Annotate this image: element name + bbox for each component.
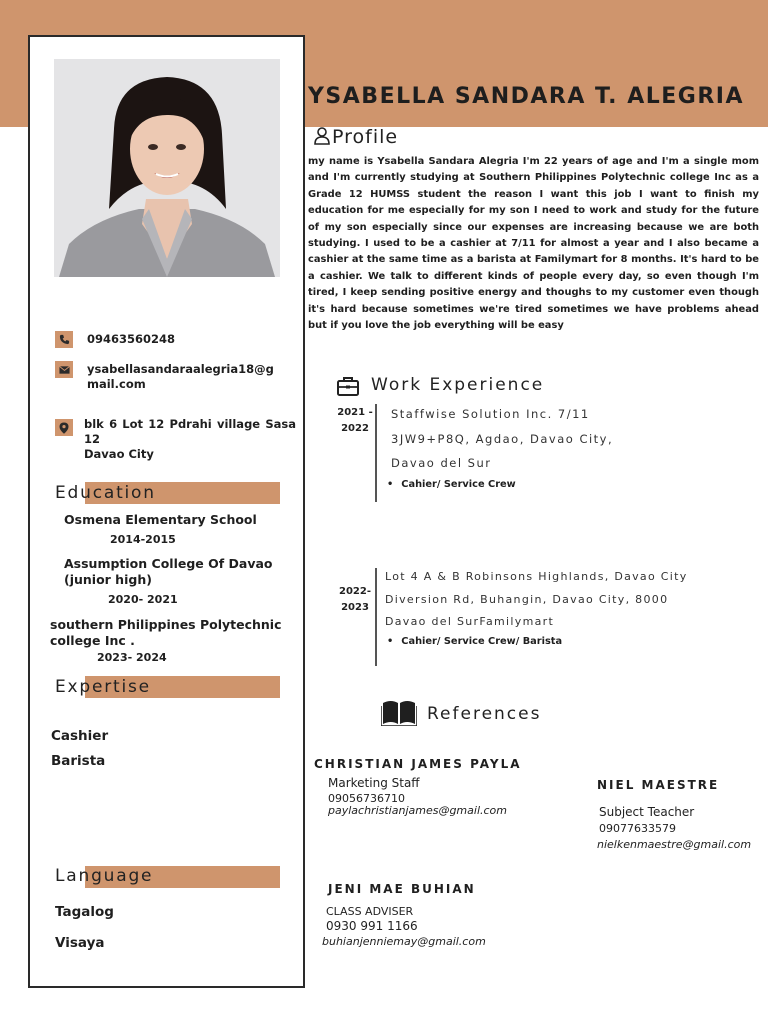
references-heading: References: [427, 704, 542, 724]
job-2-line: Davao del SurFamilymart: [385, 615, 555, 628]
expertise-item: Barista: [51, 753, 106, 769]
job-2-year-end: 2023: [341, 602, 369, 613]
person-icon: [314, 127, 330, 150]
reference-1-role: Marketing Staff: [328, 776, 420, 790]
job-1-years: [333, 405, 377, 437]
job-1-timeline-line: [375, 404, 377, 502]
education-school-2: [64, 556, 273, 588]
reference-2-role: Subject Teacher: [599, 805, 695, 819]
education-heading: Education: [55, 483, 156, 503]
job-1-line: Davao del Sur: [391, 456, 492, 470]
home-address: [84, 417, 296, 462]
email-line-2: mail.com: [87, 377, 146, 391]
education-school-2-line-2: (junior high): [64, 572, 152, 587]
expertise-heading: Expertise: [55, 677, 151, 697]
education-years-3: 2023- 2024: [97, 651, 167, 664]
profile-photo: [54, 59, 280, 277]
email-line-1: ysabellasandaraalegria18@g: [87, 362, 274, 376]
language-item: Tagalog: [55, 904, 114, 920]
job-1-year-end: 2022: [341, 423, 369, 434]
job-1-role: • Cahier/ Service Crew: [387, 479, 516, 490]
reference-3-role: CLASS ADVISER: [326, 905, 414, 918]
reference-3-name: JENI MAE BUHIAN: [328, 882, 476, 896]
job-2-years: [333, 584, 377, 616]
job-2-details: [385, 566, 688, 634]
education-school-1: Osmena Elementary School: [64, 512, 257, 527]
job-2-line: Lot 4 A & B Robinsons Highlands, Davao City: [385, 570, 688, 583]
education-years-1: 2014-2015: [110, 533, 176, 546]
briefcase-icon: [337, 376, 359, 400]
job-2-timeline-line: [375, 568, 377, 666]
reference-3-phone: 0930 991 1166: [326, 919, 418, 933]
email-address: [87, 362, 274, 392]
reference-2-email: nielkenmaestre@gmail.com: [597, 838, 752, 851]
reference-1-email: paylachristianjames@gmail.com: [328, 804, 507, 817]
education-years-2: 2020- 2021: [108, 593, 178, 606]
education-school-3: [50, 617, 282, 649]
work-experience-heading: Work Experience: [371, 375, 545, 395]
profile-heading-label: Profile: [332, 126, 399, 148]
job-2-year-start: 2022-: [339, 586, 371, 597]
location-pin-icon: [55, 419, 73, 436]
language-heading: Language: [55, 866, 154, 886]
job-1-line: Staffwise Solution Inc. 7/11: [391, 407, 590, 421]
full-name: YSABELLA SANDARA T. ALEGRIA: [308, 84, 744, 109]
job-1-details: [391, 402, 613, 476]
education-school-2-line-1: Assumption College Of Davao: [64, 556, 273, 571]
profile-heading: [314, 126, 398, 150]
job-1-year-start: 2021 -: [337, 407, 373, 418]
profile-description: my name is Ysabella Sandara Alegria I'm 22 years of age and I'm a single mom and I'm currently studying at Southern Philippines Polytechnic college Inc as a Grade 12 HUMSS student the reason I want this job I want to finish my education for me especially for my son I need to work and study for the future of my son especially since our expenses are increasing because we are both studying. I used to be a cashier at 7/11 for almost a year and I also became a cashier at the same time as a barista at Familymart for 8 months. It's hard to be a cashier. We talk to different kinds of people every day, so even though I'm tired, I keep sending positive energy and thoughs to my customer even though it's hard because sometimes we're tired sometimes we have problems ahead but if you love the job everything will be easy: [308, 156, 759, 332]
reference-1-phone: 09056736710: [328, 792, 405, 805]
address-line-1: blk 6 Lot 12 Pdrahi village Sasa 12: [84, 417, 296, 446]
phone-number: 09463560248: [87, 332, 176, 346]
language-item: Visaya: [55, 935, 105, 951]
address-line-2: Davao City: [84, 447, 154, 461]
expertise-item: Cashier: [51, 728, 109, 744]
job-1-line: 3JW9+P8Q, Agdao, Davao City,: [391, 431, 614, 446]
person-portrait-icon: [54, 59, 280, 277]
phone-icon: [55, 331, 73, 348]
envelope-icon: [55, 361, 73, 378]
reference-2-name: NIEL MAESTRE: [597, 778, 720, 792]
job-2-role: • Cahier/ Service Crew/ Barista: [387, 636, 562, 647]
education-school-3-line-2: college Inc .: [50, 633, 135, 648]
reference-3-email: buhianjenniemay@gmail.com: [322, 935, 486, 948]
open-book-icon: [381, 698, 417, 730]
education-school-3-line-1: southern Philippines Polytechnic: [50, 617, 282, 632]
reference-2-phone: 09077633579: [599, 822, 676, 835]
reference-1-name: CHRISTIAN JAMES PAYLA: [314, 757, 522, 771]
job-2-line: Diversion Rd, Buhangin, Davao City, 8000: [385, 592, 669, 606]
